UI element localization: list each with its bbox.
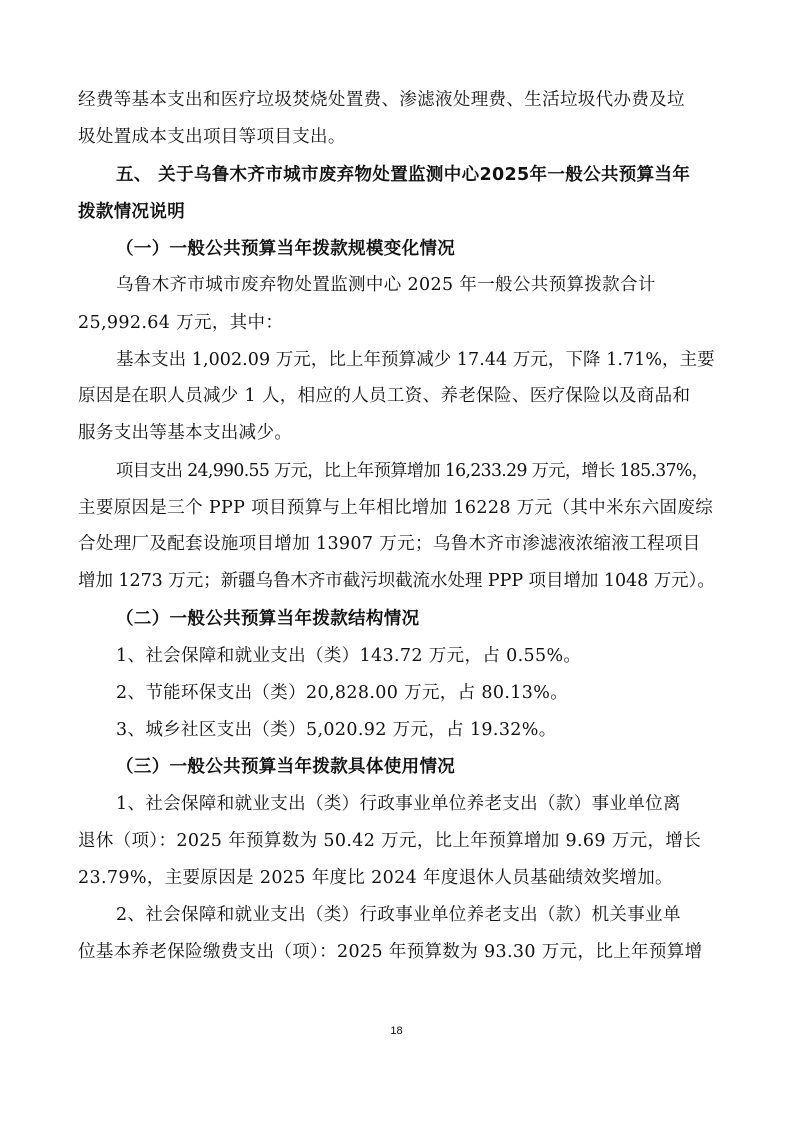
paragraph-line: 25,992.64 万元，其中： — [78, 313, 284, 333]
paragraph-line: 1、社会保障和就业支出（类）行政事业单位养老支出（款）事业单位离 — [116, 794, 681, 814]
paragraph-line: 乌鲁木齐市城市废弃物处置监测中心 2025 年一般公共预算拨款合计 — [116, 275, 656, 295]
paragraph-line: 退休（项）：2025 年预算数为 50.42 万元，比上年预算增加 9.69 万元，增长 — [78, 831, 702, 851]
list-item: 2、节能环保支出（类）20,828.00 万元，占 80.13%。 — [116, 683, 569, 703]
paragraph-line: 2、社会保障和就业支出（类）行政事业单位养老支出（款）机关事业单 — [116, 905, 681, 925]
section-heading: 五、 关于乌鲁木齐市城市废弃物处置监测中心2025年一般公共预算当年 — [116, 165, 691, 185]
list-item: 1、社会保障和就业支出（类）143.72 万元，占 0.55%。 — [116, 646, 582, 666]
subsection-heading: （三）一般公共预算当年拨款具体使用情况 — [116, 757, 456, 777]
subsection-heading: （一）一般公共预算当年拨款规模变化情况 — [116, 239, 456, 259]
section-heading-continued: 拨款情况说明 — [78, 202, 186, 222]
paragraph-line: 原因是在职人员减少 1 人，相应的人员工资、养老保险、医疗保险以及商品和 — [78, 386, 691, 406]
paragraph-line: 经费等基本支出和医疗垃圾焚烧处置费、渗滤液处理费、生活垃圾代办费及垃 — [78, 90, 685, 110]
paragraph-line: 位基本养老保险缴费支出（项）：2025 年预算数为 93.30 万元，比上年预算增 — [78, 942, 703, 962]
paragraph-line: 圾处置成本支出项目等项目支出。 — [78, 127, 346, 147]
subsection-heading: （二）一般公共预算当年拨款结构情况 — [116, 609, 420, 629]
paragraph-line: 增加 1273 万元；新疆乌鲁木齐市截污坝截流水处理 PPP 项目增加 1048 万元）。 — [78, 571, 715, 591]
paragraph-line: 合处理厂及配套设施项目增加 13907 万元；乌鲁木齐市渗滤液浓缩液工程项目 — [78, 534, 701, 554]
paragraph-line: 基本支出 1,002.09 万元，比上年预算减少 17.44 万元，下降 1.71%，主要 — [116, 350, 715, 370]
list-item: 3、城乡社区支出（类）5,020.92 万元，占 19.32%。 — [116, 720, 557, 740]
paragraph-line: 23.79%，主要原因是 2025 年度比 2024 年度退休人员基础绩效奖增加。 — [78, 868, 673, 888]
paragraph-line: 项目支出 24,990.55 万元，比上年预算增加 16,233.29 万元，增长 185.37%， — [116, 461, 709, 481]
page-number: 18 — [390, 1025, 403, 1037]
paragraph-line: 服务支出等基本支出减少。 — [78, 423, 293, 443]
paragraph-line: 主要原因是三个 PPP 项目预算与上年相比增加 16228 万元（其中米东六固废综 — [78, 498, 714, 518]
